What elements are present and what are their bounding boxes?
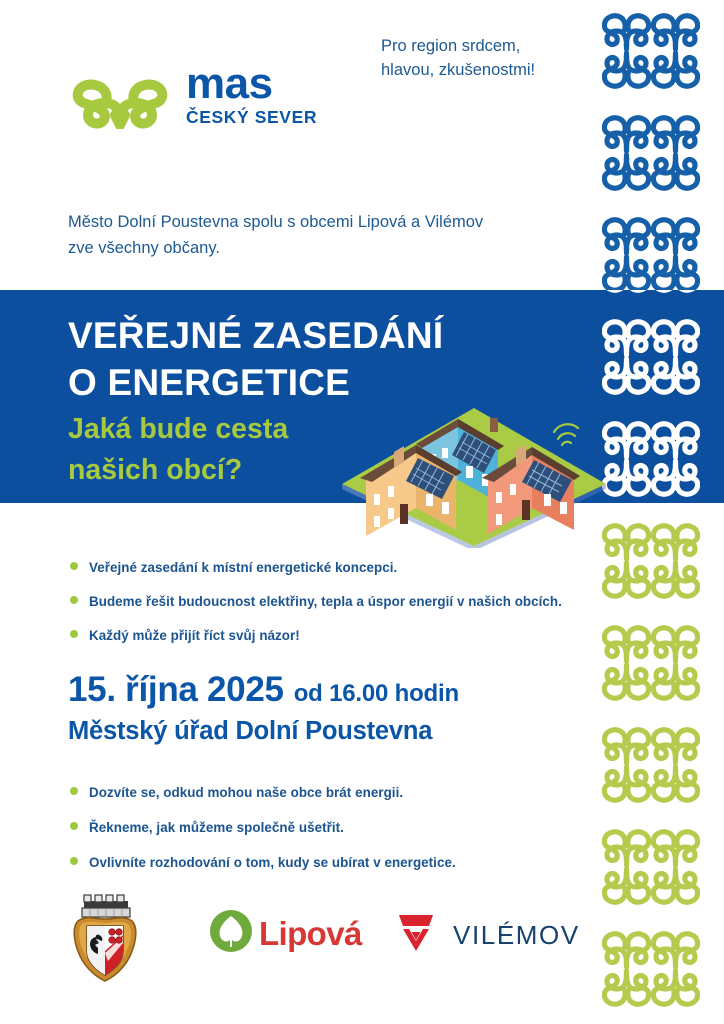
event-time: od 16.00 hodin <box>293 680 459 707</box>
pattern-mark-icon <box>602 306 651 357</box>
mas-logo-wordmark <box>186 58 317 127</box>
pattern-mark-icon <box>602 867 651 918</box>
pattern-row <box>602 714 700 765</box>
pattern-mark-icon <box>602 612 651 663</box>
lipova-label: Lipová <box>259 915 362 952</box>
intro-line-2: zve všechny občany. <box>68 239 220 258</box>
pattern-row <box>602 51 700 102</box>
lipova-logo <box>209 909 362 958</box>
bullet-text: Řekneme, jak můžeme společně ušetřit. <box>89 820 344 835</box>
pattern-row <box>602 612 700 663</box>
bullet-dot-icon <box>70 562 78 570</box>
pattern-mark-icon <box>651 765 700 816</box>
pattern-mark-icon <box>602 0 651 51</box>
pattern-mark-icon <box>602 153 651 204</box>
bullet-dot-icon <box>70 596 78 604</box>
pattern-mark-icon <box>651 153 700 204</box>
bullet-dot-icon <box>70 822 78 830</box>
pattern-row <box>602 306 700 357</box>
pattern-mark-icon <box>651 0 700 51</box>
subhead-line-1: Jaká bude cesta <box>68 412 289 445</box>
pattern-row <box>602 561 700 612</box>
pattern-mark-icon <box>602 102 651 153</box>
pattern-mark-icon <box>651 714 700 765</box>
pattern-row <box>602 153 700 204</box>
pattern-mark-icon <box>651 561 700 612</box>
tagline-line-1: Pro region srdcem, <box>381 37 521 55</box>
subhead-line-2: našich obcí? <box>68 454 243 487</box>
pattern-row <box>602 663 700 714</box>
mas-butterfly-mark-icon <box>68 55 172 129</box>
pattern-mark-icon <box>651 306 700 357</box>
pattern-mark-icon <box>602 918 651 969</box>
linden-leaf-icon <box>209 909 253 958</box>
pattern-mark-icon <box>602 290 651 306</box>
pattern-row <box>602 0 700 51</box>
pattern-row <box>602 510 700 561</box>
bullet-dot-icon <box>70 857 78 865</box>
tagline-line-2: hlavou, zkušenostmi! <box>381 60 536 79</box>
vilemov-logo <box>395 910 580 959</box>
pattern-row <box>602 102 700 153</box>
footer-logos <box>68 893 578 983</box>
intro-paragraph <box>68 209 588 262</box>
bullet-list-top <box>70 560 590 662</box>
pattern-mark-icon <box>651 357 700 408</box>
bullet-text: Dozvíte se, odkud mohou naše obce brát energii. <box>89 785 404 800</box>
pattern-row <box>602 290 700 306</box>
pattern-row <box>602 204 700 255</box>
pattern-row <box>602 1020 700 1024</box>
pattern-mark-icon <box>651 918 700 969</box>
pattern-row <box>602 969 700 1020</box>
event-date-time-row <box>68 670 608 710</box>
pattern-mark-icon <box>602 663 651 714</box>
list-item <box>70 560 590 575</box>
pattern-row <box>602 867 700 918</box>
pattern-mark-icon <box>651 510 700 561</box>
pattern-mark-icon <box>651 51 700 102</box>
dolni-poustevna-coat-of-arms-icon <box>68 893 142 988</box>
pattern-mark-icon <box>651 290 700 306</box>
pattern-row <box>602 765 700 816</box>
event-place: Městský úřad Dolní Poustevna <box>68 717 433 745</box>
pattern-mark-icon <box>602 204 651 255</box>
event-date: 15. října 2025 <box>68 670 284 709</box>
bullet-text: Každý může přijít říct svůj názor! <box>89 628 300 643</box>
intro-line-1: Město Dolní Poustevna spolu s obcemi Lipová a Vilémov <box>68 213 484 231</box>
pattern-row <box>602 918 700 969</box>
pattern-row <box>602 459 700 503</box>
event-details <box>68 670 608 746</box>
pattern-mark-icon <box>651 867 700 918</box>
bullet-text: Budeme řešit budoucnost elektřiny, tepla a úspor energií v našich obcích. <box>89 594 562 609</box>
bullet-list-bottom <box>70 785 590 890</box>
pattern-mark-icon <box>602 51 651 102</box>
pattern-mark-icon <box>602 765 651 816</box>
list-item <box>70 594 590 609</box>
pattern-mark-icon <box>651 969 700 1020</box>
headline-line-1: VEŘEJNÉ ZASEDÁNÍ <box>68 315 444 356</box>
pattern-row <box>602 816 700 867</box>
bullet-dot-icon <box>70 630 78 638</box>
pattern-row <box>602 357 700 408</box>
pattern-row <box>602 408 700 459</box>
pattern-mark-icon <box>651 204 700 255</box>
list-item <box>70 820 590 835</box>
mas-logo-subtitle: ČESKÝ SEVER <box>186 106 318 127</box>
pattern-mark-icon <box>651 102 700 153</box>
pattern-mark-icon <box>651 1020 700 1024</box>
list-item <box>70 855 590 870</box>
pattern-mark-icon <box>651 612 700 663</box>
pattern-mark-icon <box>602 714 651 765</box>
pattern-mark-icon <box>602 1020 651 1024</box>
side-decorative-pattern <box>602 0 700 1024</box>
pattern-mark-icon <box>602 561 651 612</box>
tagline <box>381 35 535 83</box>
pattern-mark-icon <box>651 408 700 459</box>
pattern-mark-icon <box>651 663 700 714</box>
pattern-mark-icon <box>602 969 651 1020</box>
bullet-text: Ovlivníte rozhodování o tom, kudy se ubírat v energetice. <box>89 855 456 870</box>
list-item <box>70 785 590 800</box>
list-item <box>70 628 590 643</box>
pattern-mark-icon <box>602 816 651 867</box>
bullet-text: Veřejné zasedání k místní energetické koncepci. <box>89 560 398 575</box>
headline-line-2: O ENERGETICE <box>68 362 350 404</box>
pattern-mark-icon <box>651 459 700 503</box>
banner-pattern-overlay <box>602 290 700 503</box>
pattern-mark-icon <box>651 816 700 867</box>
mas-logo-title: mas <box>186 58 273 108</box>
banner-headline <box>68 312 538 490</box>
bullet-dot-icon <box>70 787 78 795</box>
vilemov-label: VILÉMOV <box>453 919 580 950</box>
vilemov-chevron-icon <box>395 910 437 959</box>
